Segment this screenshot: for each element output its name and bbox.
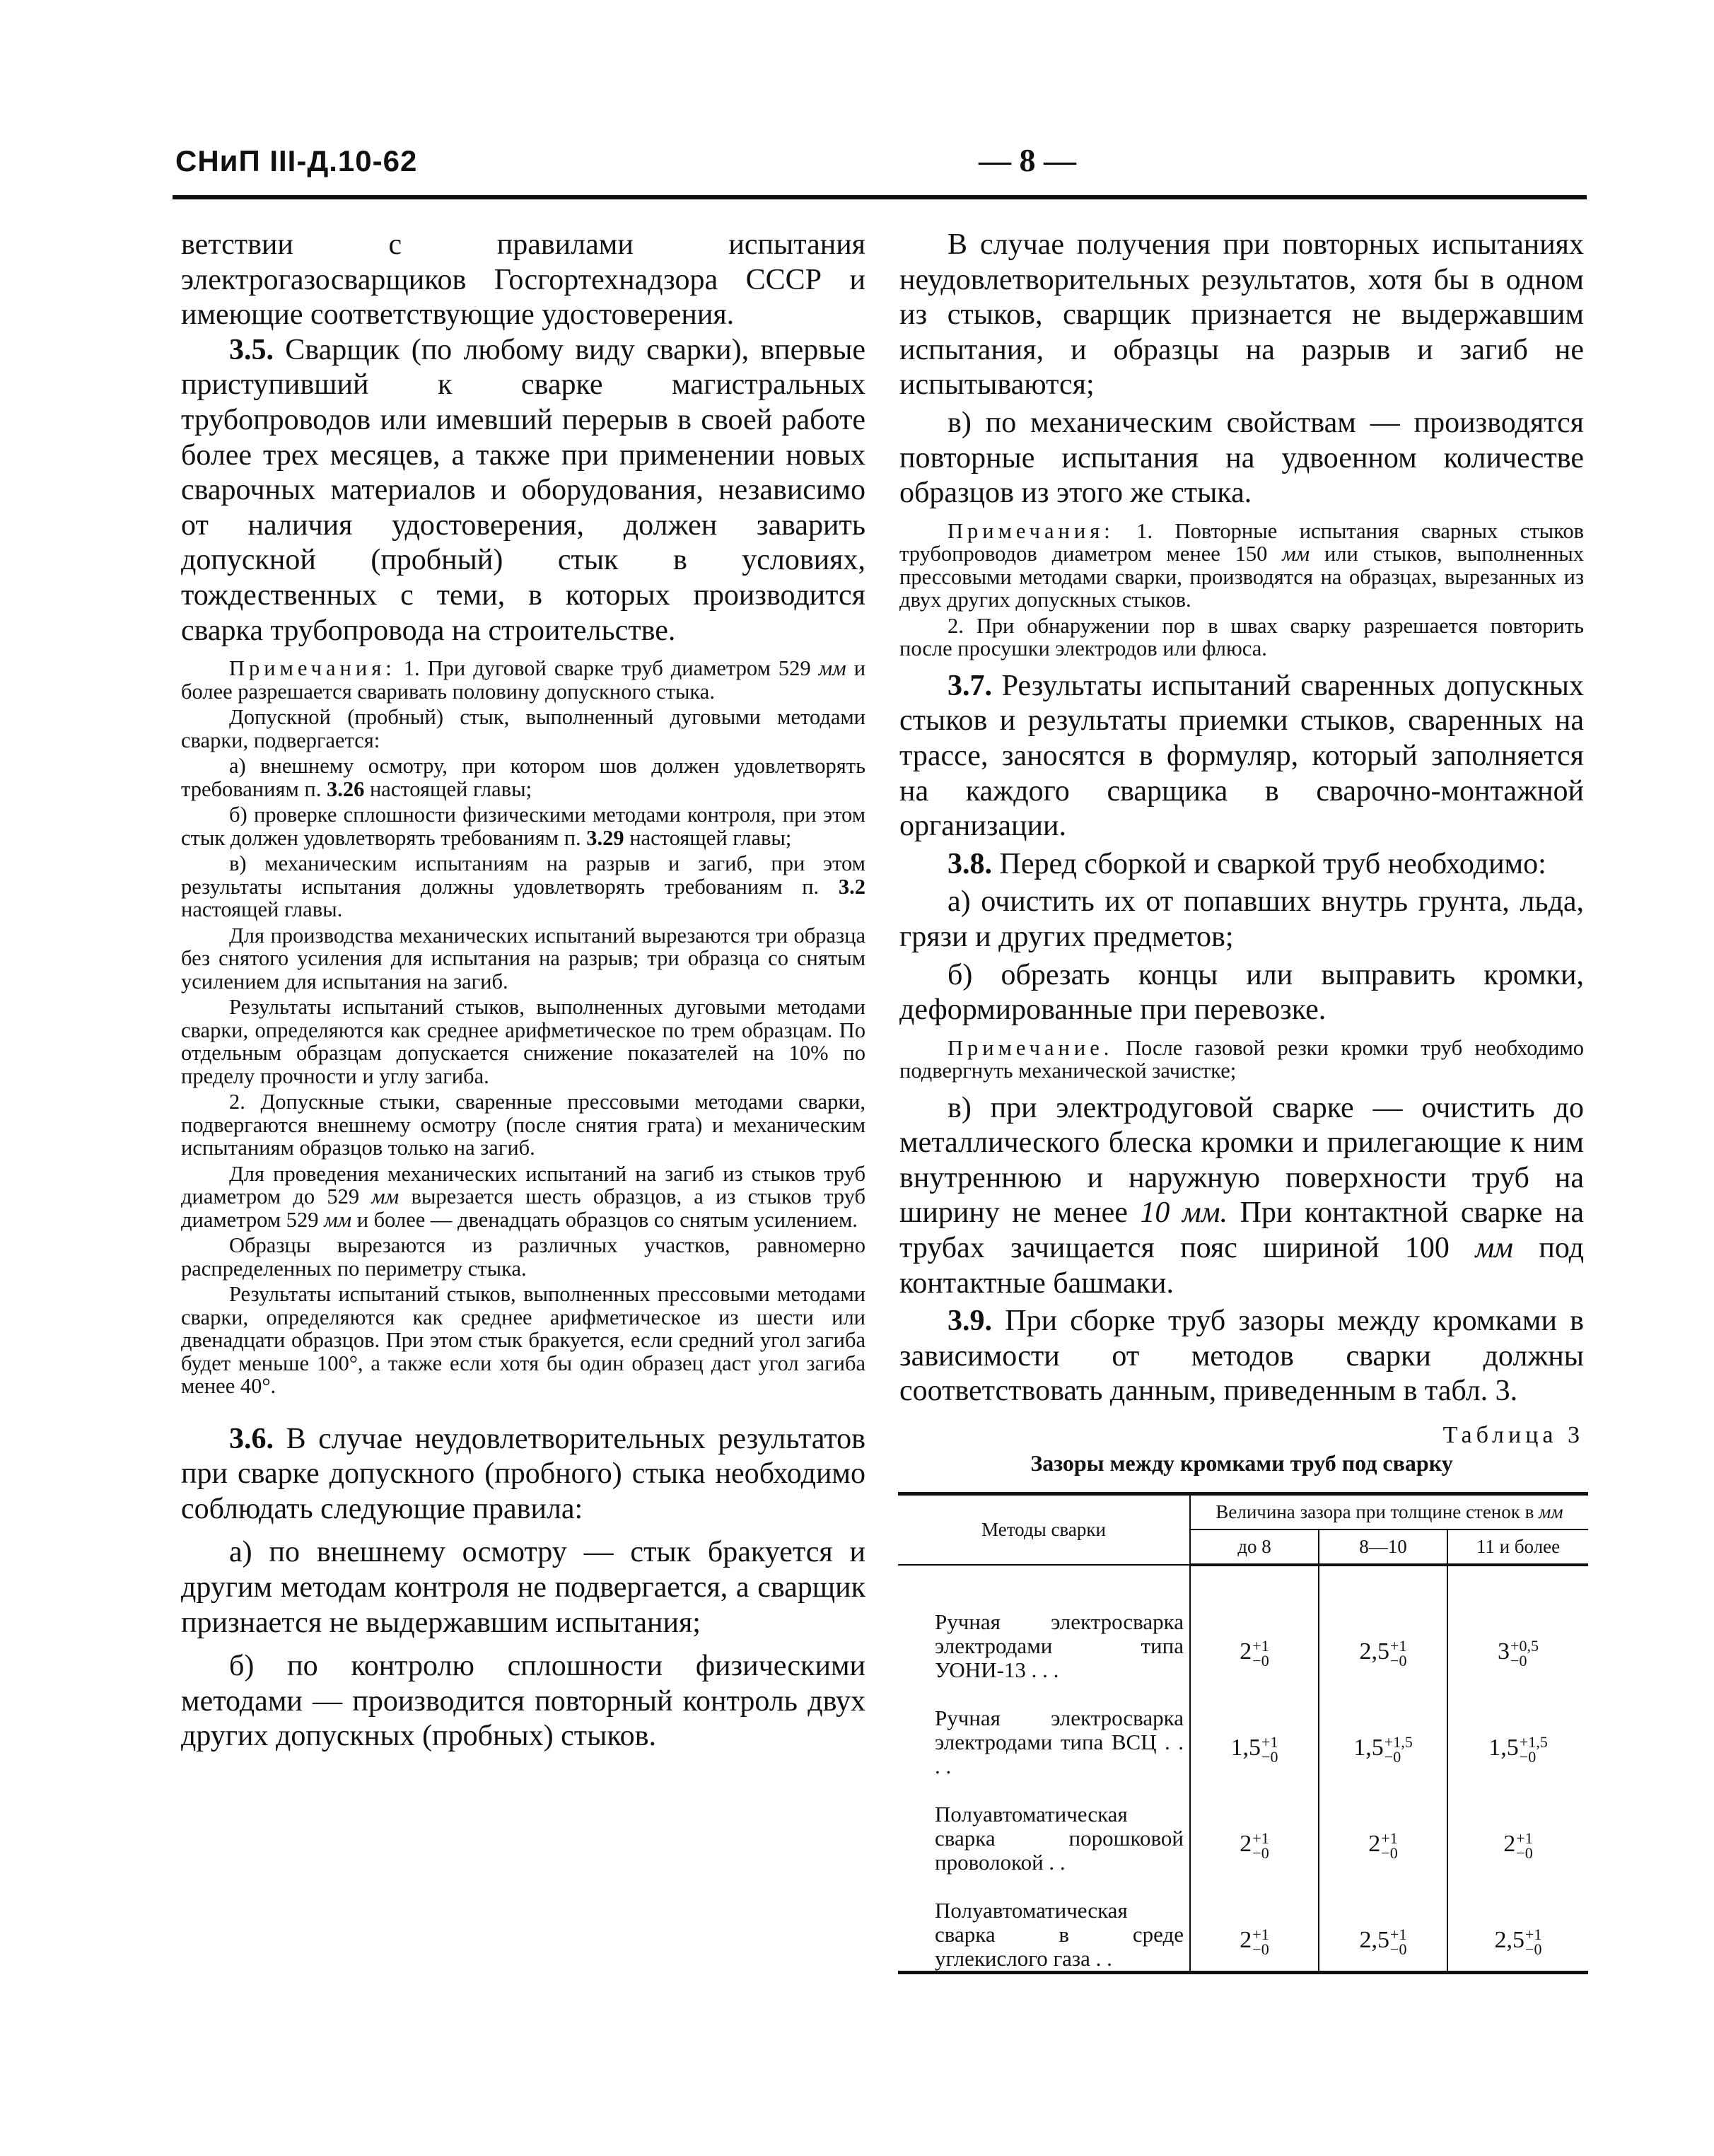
text: б) по контролю сплошности физическими методами — производится повторный контроль двух других допускных (пробных) стыков. — [181, 1650, 865, 1753]
text: настоящей главы. — [181, 897, 343, 922]
value-cell — [1319, 1778, 1447, 1875]
value-cell — [1447, 1565, 1588, 1682]
section-number: 3.5. — [229, 333, 274, 366]
value: 2 — [1368, 1830, 1381, 1857]
tolerance-lower: −0 — [1519, 1748, 1537, 1766]
section-number: 3.6. — [229, 1422, 274, 1455]
method-cell: Полуавтоматическая сварка в среде углекислого газа . . — [898, 1875, 1190, 1973]
text: Результаты испытаний стыков, выполненных дуговыми методами сварки, определяются как среднее арифметическое по трем образцам. По отдельным образцам допускается снижение показателей на 10% по пределу прочности и углу загиба. — [181, 995, 865, 1088]
table-title: Зазоры между кромками труб под сварку — [1030, 1450, 1453, 1476]
header-methods: Методы сварки — [898, 1494, 1190, 1566]
tolerance — [1252, 1927, 1269, 1957]
section-text: Перед сборкой и сваркой труб необходимо: — [999, 847, 1546, 880]
tolerance-upper: +1 — [1252, 1829, 1269, 1848]
notes-label: Примечания: — [948, 518, 1114, 543]
tolerance-lower: −0 — [1516, 1844, 1533, 1863]
value-cell — [1319, 1875, 1447, 1973]
value-cell — [1190, 1565, 1319, 1682]
text: Для проведения механических испытаний на загиб из стыков труб диаметром до 529 — [181, 1161, 865, 1209]
text: 2. При обнаружении пор в швах сварку разрешается повторить после просушки электродов или флюса. — [899, 613, 1584, 661]
tolerance-lower: −0 — [1252, 1940, 1269, 1959]
text: в) при электродуговой сварке — очистить до металлического блеска кромки и прилегающие к ним внутреннюю и наружную поверхности труб на ширину не менее — [899, 1091, 1584, 1230]
value-cell — [1190, 1875, 1319, 1973]
text: Результаты испытаний стыков, выполненных прессовыми методами сварки, определяются как среднее арифметическое из шести или двенадцати образцов. При этом стык бракуется, если средний угол загиба будет меньше 100°, а также если хотя бы один образец даст угол загиба менее 40°. — [181, 1282, 865, 1399]
header-rule — [173, 195, 1587, 199]
value: 2,5 — [1359, 1926, 1390, 1953]
method-cell: Полуавтоматическая сварка порошковой проволокой . . — [898, 1778, 1190, 1875]
note-2 — [181, 1090, 865, 1160]
paragraph-item-v — [899, 406, 1584, 511]
note-item-c — [181, 852, 865, 921]
section-3-7 — [899, 669, 1584, 844]
text: 1. Повторные испытания сварных стыков трубопроводов диаметром менее 150 — [899, 518, 1585, 566]
text: 2. Допускные стыки, сваренные прессовыми методами сварки, подвергаются внешнему осмотру (после снятия грата) и механическим испытаниям образцов только на загиб. — [181, 1090, 865, 1160]
page-number: — 8 — — [979, 142, 1076, 178]
header-col-3: 11 и более — [1447, 1529, 1588, 1565]
table-row — [898, 1682, 1588, 1778]
text: в) по механическим свойствам — производятся повторные испытания на удвоенном количестве образцов из этого же стыка. — [899, 406, 1584, 510]
tolerance-lower: −0 — [1525, 1940, 1542, 1959]
value-cell — [1447, 1682, 1588, 1778]
value-cell — [1447, 1875, 1588, 1973]
note-item-a — [181, 754, 865, 800]
paragraph — [899, 228, 1584, 403]
unit: мм — [1282, 542, 1310, 566]
text: ветствии с правилами испытания электрогазосварщиков Госгортехнадзора СССР и имеющие соответствующие удостоверения. — [181, 228, 865, 332]
section-number: 3.7. — [948, 669, 992, 702]
page-header — [175, 141, 1584, 198]
note-item-b — [181, 803, 865, 849]
tolerance-lower: −0 — [1381, 1844, 1398, 1863]
value: 2,5 — [1494, 1926, 1525, 1953]
unit: мм — [324, 1207, 352, 1232]
text: под контактные башмаки. — [899, 1232, 1585, 1300]
header-col-1: до 8 — [1190, 1529, 1319, 1565]
text: Для производства механических испытаний вырезаются три образца без снятого усиления для испытания на разрыв; три образца со снятым усилением для испытания на загиб. — [181, 923, 865, 993]
tolerance-upper: +1,5 — [1519, 1733, 1548, 1752]
note — [899, 1037, 1584, 1083]
tolerance — [1252, 1638, 1269, 1668]
tolerance-upper: +1 — [1252, 1637, 1269, 1655]
tolerance-upper: +1 — [1381, 1829, 1398, 1848]
reference: 3.2 — [838, 874, 866, 899]
text: и более — двенадцать образцов со снятым усилением. — [356, 1207, 858, 1232]
text: После газовой резки кромки труб необходимо подвергнуть механической зачистке; — [899, 1035, 1584, 1083]
paragraph-continuation — [181, 228, 865, 333]
value: 2,5 — [1359, 1638, 1390, 1665]
value-cell — [1319, 1682, 1447, 1778]
table-caption: Таблица 3 — [1442, 1422, 1584, 1449]
reference: 3.26 — [326, 776, 365, 801]
section-3-6-item-a — [181, 1535, 865, 1641]
tolerance-lower: −0 — [1390, 1940, 1407, 1959]
value: 2 — [1240, 1926, 1252, 1953]
tolerance — [1261, 1735, 1278, 1764]
method-cell: Ручная электросварка электродами типа УОНИ-13 . . . — [898, 1565, 1190, 1682]
note-label: Примечание. — [948, 1035, 1114, 1060]
text: а) очистить их от попавших внутрь грунта, льда, грязи и других предметов; — [899, 885, 1584, 953]
section-3-6-item-b — [181, 1649, 865, 1754]
text: и более разрешается сваривать половину допускного стыка. — [181, 656, 866, 704]
section-3-8-item-v — [899, 1091, 1584, 1302]
text: Величина зазора при толщине стенок в — [1215, 1501, 1534, 1523]
table-row — [898, 1778, 1588, 1875]
tolerance-lower: −0 — [1510, 1652, 1527, 1670]
value-cell — [1190, 1682, 1319, 1778]
tolerance — [1520, 1735, 1548, 1764]
header-col-2: 8—10 — [1319, 1529, 1447, 1565]
text: вырезается шесть образцов, а из стыков труб диаметром 529 — [181, 1184, 866, 1232]
table-header-row — [898, 1494, 1588, 1530]
table-row — [898, 1565, 1588, 1682]
tolerance — [1525, 1927, 1541, 1957]
value: 1,5 — [1353, 1734, 1384, 1761]
value-cell — [1319, 1565, 1447, 1682]
section-3-8-item-b — [899, 958, 1584, 1028]
right-column — [899, 228, 1584, 1974]
section-text: В случае неудовлетворительных результатов при сварке допускного (пробного) стыка необходимо соблюдать следующие правила: — [181, 1422, 865, 1525]
gap-table — [898, 1492, 1588, 1974]
tolerance-lower: −0 — [1252, 1652, 1269, 1670]
value-cell — [1190, 1778, 1319, 1875]
value: 1,5 — [1230, 1734, 1261, 1761]
tolerance — [1510, 1638, 1539, 1668]
tolerance-lower: −0 — [1384, 1748, 1401, 1766]
measure: 10 мм. — [1140, 1196, 1228, 1230]
tolerance-upper: +1 — [1390, 1637, 1407, 1655]
tolerance-upper: +1 — [1390, 1925, 1407, 1944]
section-3-5 — [181, 333, 865, 648]
value: 2 — [1240, 1638, 1252, 1665]
section-number: 3.8. — [948, 847, 992, 880]
section-3-9 — [899, 1304, 1584, 1409]
note-paragraph — [181, 1163, 865, 1232]
tolerance-upper: +0,5 — [1510, 1637, 1539, 1655]
text: а) внешнему осмотру, при котором шов должен удовлетворять требованиям п. — [181, 754, 865, 801]
tolerance — [1390, 1927, 1406, 1957]
reference: 3.29 — [586, 825, 624, 850]
method-cell: Ручная электросварка электродами типа ВСЦ . . . . — [898, 1682, 1190, 1778]
section-text: При сборке труб зазоры между кромками в зависимости от методов сварки должны соответствовать данным, приведенным в табл. 3. — [899, 1305, 1584, 1408]
text: б) обрезать концы или выправить кромки, деформированные при перевозке. — [899, 958, 1584, 1027]
unit: мм — [818, 656, 846, 681]
text: или стыков, выполненных прессовыми методами сварки, производятся на образцах, вырезанных из двух других допускных стыков. — [899, 542, 1584, 612]
text: 1. При дуговой сварке труб диаметром 529 — [403, 656, 811, 681]
unit: мм — [371, 1184, 400, 1209]
tolerance-upper: +1 — [1525, 1925, 1542, 1944]
text: Образцы вырезаются из различных участков, равномерно распределенных по периметру стыка. — [181, 1233, 865, 1281]
tolerance-lower: −0 — [1252, 1844, 1269, 1863]
text: настоящей главы; — [629, 825, 792, 850]
document-code: СНиП III-Д.10-62 — [175, 144, 418, 177]
tolerance-upper: +1 — [1261, 1733, 1278, 1752]
tolerance — [1252, 1829, 1269, 1863]
tolerance-upper: +1,5 — [1384, 1733, 1413, 1752]
note-paragraph — [181, 1283, 865, 1398]
section-text: Результаты испытаний сваренных допускных стыков и результаты приемки стыков, сваренных на трассе, заносятся в формуляр, который заполняется на каждого сварщика в сварочно-монтажной организации. — [899, 669, 1585, 843]
header-gap-group — [1190, 1494, 1588, 1530]
tolerance-lower: −0 — [1261, 1748, 1278, 1766]
left-column — [181, 228, 865, 1754]
section-3-6 — [181, 1422, 865, 1527]
section-3-8-item-a — [899, 885, 1584, 955]
note-1 — [899, 520, 1584, 612]
notes-label: Примечания: — [229, 656, 396, 681]
section-3-8 — [899, 847, 1584, 882]
text: б) проверке сплошности физическими методами контроля, при этом стык должен удовлетворять требованиям п. — [181, 803, 865, 850]
value-cell — [1447, 1778, 1588, 1875]
text: а) по внешнему осмотру — стык бракуется и другим методам контроля не подвергается, а сварщик признается не выдержавшим испытания; — [181, 1536, 865, 1639]
value: 1,5 — [1488, 1734, 1519, 1761]
text: Допускной (пробный) стык, выполненный дуговыми методами сварки, подвергается: — [181, 705, 865, 752]
tolerance-upper: +1 — [1252, 1925, 1269, 1944]
tolerance — [1390, 1638, 1406, 1668]
tolerance-upper: +1 — [1516, 1829, 1533, 1848]
unit: мм — [1539, 1501, 1563, 1523]
tolerance-lower: −0 — [1390, 1652, 1407, 1670]
text: При контактной сварке на трубах зачищается пояс шириной 100 — [899, 1196, 1585, 1265]
tolerance — [1516, 1829, 1533, 1863]
value: 2 — [1240, 1830, 1252, 1857]
unit: мм — [1475, 1232, 1513, 1265]
value: 3 — [1498, 1638, 1510, 1665]
text: В случае получения при повторных испытаниях неудовлетворительных результатов, хотя бы в одном из стыков, сварщик признается не выдержавшим испытания, и образцы на разрыв и загиб не испытываются; — [899, 228, 1584, 402]
tolerance — [1384, 1735, 1413, 1764]
tolerance — [1381, 1829, 1398, 1863]
note-1 — [181, 657, 865, 703]
table-row — [898, 1875, 1588, 1973]
note-paragraph — [181, 1234, 865, 1280]
text: настоящей главы; — [369, 776, 532, 801]
section-text: Сварщик (по любому виду сварки), впервые приступивший к сварке магистральных трубопроводов или имевший перерыв в своей работе более трех месяцев, а также при применении новых сварочных материалов и оборудования, независимо от наличия удостоверения, должен заварить допускной (пробный) стык в условиях, тождественных с теми, в которых производится сварка трубопровода на строительстве. — [181, 333, 865, 647]
note-paragraph — [181, 706, 865, 752]
section-number: 3.9. — [948, 1305, 992, 1338]
value: 2 — [1503, 1830, 1516, 1857]
note-2 — [899, 614, 1584, 660]
note-paragraph — [181, 924, 865, 993]
text: в) механическим испытаниям на разрыв и загиб, при этом результаты испытания должны удовлетворять требованиям п. — [181, 851, 865, 899]
note-paragraph — [181, 996, 865, 1088]
